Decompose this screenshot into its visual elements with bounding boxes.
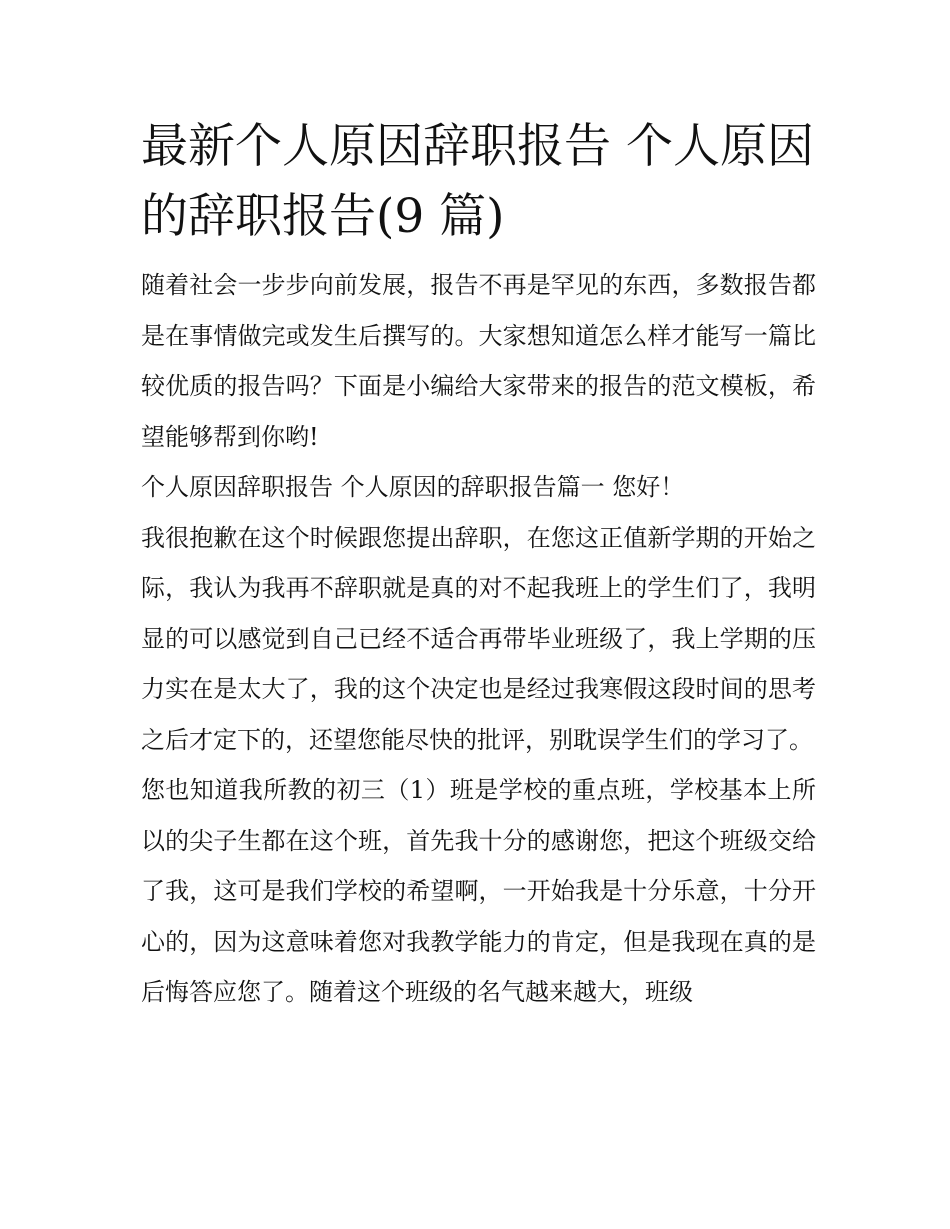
document-title: 最新个人原因辞职报告 个人原因的辞职报告(9 篇): [141, 119, 814, 244]
body-paragraph: 我很抱歉在这个时候跟您提出辞职，在您这正值新学期的开始之际，我认为我再不辞职就是真的对不起我班上的学生们了，我明显的可以感觉到自己已经不适合再带毕业班级了，我上学期的压力实在是太大了，我的这个决定也是经过我寒假这段时间的思考之后才定下的，还望您能尽快的批评，别耽误学生们的学习了。: [141, 523, 816, 754]
intro-paragraph: 随着社会一步步向前发展，报告不再是罕见的东西，多数报告都是在事情做完或发生后撰写的。大家想知道怎么样才能写一篇比较优质的报告吗？下面是小编给大家带来的报告的范文模板，希望能够帮到你哟!: [141, 271, 816, 451]
section-heading-paragraph: 个人原因辞职报告 个人原因的辞职报告篇一 您好！: [141, 473, 685, 501]
document-content: [141, 112, 816, 1018]
body-paragraph: 您也知道我所教的初三（1）班是学校的重点班，学校基本上所以的尖子生都在这个班，首先我十分的感谢您，把这个班级交给了我，这可是我们学校的希望啊，一开始我是十分乐意，十分开心的，因为这意味着您对我教学能力的肯定，但是我现在真的是后悔答应您了。随着这个班级的名气越来越大，班级: [141, 776, 816, 1006]
